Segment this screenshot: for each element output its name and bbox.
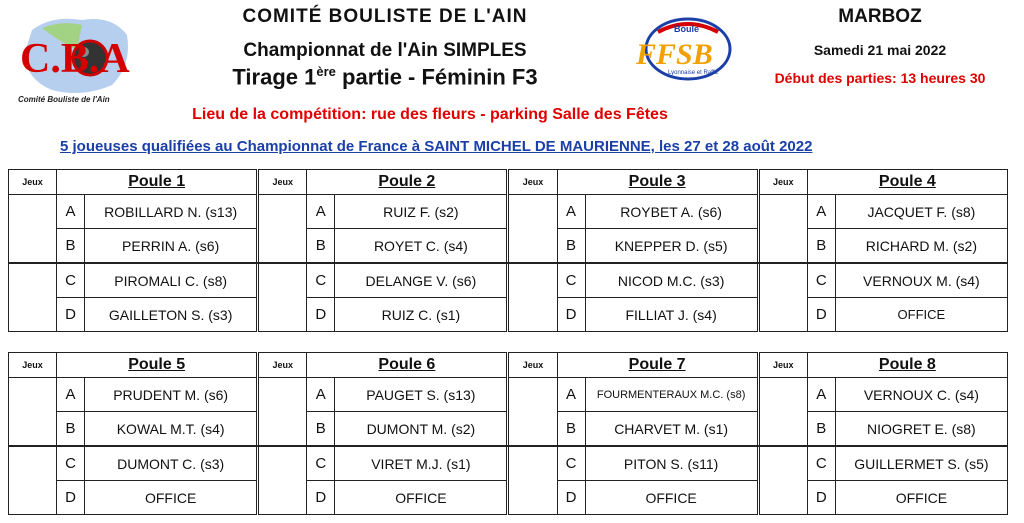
jeux-cell xyxy=(759,195,807,264)
jeux-cell xyxy=(9,263,57,332)
table-row: C DUMONT C. (s3) C VIRET M.J. (s1) C PITON S. (s11) C GUILLERMET S. (s5) xyxy=(9,446,1008,481)
player-name: DELANGE V. (s6) xyxy=(335,263,507,298)
player-name: GUILLERMET S. (s5) xyxy=(835,446,1007,481)
qualified-note: 5 joueuses qualifiées au Championnat de France à SAINT MICHEL DE MAURIENNE, les 27 et 28 août 2022 xyxy=(60,138,813,155)
player-name: PITON S. (s11) xyxy=(585,446,757,481)
jeux-header: Jeux xyxy=(259,353,307,378)
player-name: DUMONT M. (s2) xyxy=(335,412,507,447)
jeux-cell xyxy=(509,378,557,447)
poule-title: Poule 2 xyxy=(307,170,507,195)
jeux-cell xyxy=(9,378,57,447)
player-name: PAUGET S. (s13) xyxy=(335,378,507,412)
player-name: FILLIAT J. (s4) xyxy=(585,298,757,332)
player-name: VERNOUX M. (s4) xyxy=(835,263,1007,298)
jeux-cell xyxy=(759,446,807,515)
jeux-header: Jeux xyxy=(759,170,807,195)
player-name: RUIZ F. (s2) xyxy=(335,195,507,229)
table-row: A PRUDENT M. (s6) A PAUGET S. (s13) A FOURMENTERAUX M.C. (s8) A VERNOUX C. (s4) xyxy=(9,378,1008,412)
start-time: Début des parties: 13 heures 30 xyxy=(774,70,986,86)
table-row: B PERRIN A. (s6) B ROYET C. (s4) B KNEPPER D. (s5) B RICHARD M. (s2) xyxy=(9,229,1008,264)
svg-text:Boule: Boule xyxy=(674,24,700,34)
jeux-header: Jeux xyxy=(759,353,807,378)
player-name: NIOGRET E. (s8) xyxy=(835,412,1007,447)
jeux-cell xyxy=(509,195,557,264)
player-name: OFFICE xyxy=(835,298,1007,332)
page-title: COMITÉ BOULISTE DE L'AIN xyxy=(242,6,528,27)
player-name: ROYBET A. (s6) xyxy=(585,195,757,229)
jeux-cell xyxy=(759,263,807,332)
svg-text:FFSB: FFSB xyxy=(636,38,713,71)
player-name: OFFICE xyxy=(335,481,507,515)
table-row: B KOWAL M.T. (s4) B DUMONT M. (s2) B CHARVET M. (s1) B NIOGRET E. (s8) xyxy=(9,412,1008,447)
jeux-header: Jeux xyxy=(509,170,557,195)
poule-title: Poule 3 xyxy=(557,170,757,195)
player-name: JACQUET F. (s8) xyxy=(835,195,1007,229)
poules-table-bottom xyxy=(8,352,1008,515)
jeux-cell xyxy=(509,263,557,332)
player-name: CHARVET M. (s1) xyxy=(585,412,757,447)
player-name: GAILLETON S. (s3) xyxy=(85,298,257,332)
player-name: OFFICE xyxy=(835,481,1007,515)
player-name: RUIZ C. (s1) xyxy=(335,298,507,332)
competition-location: Lieu de la compétition: rue des fleurs - parking Salle des Fêtes xyxy=(192,106,668,123)
jeux-header: Jeux xyxy=(509,353,557,378)
player-name: ROYET C. (s4) xyxy=(335,229,507,264)
player-name: PERRIN A. (s6) xyxy=(85,229,257,264)
jeux-cell xyxy=(259,195,307,264)
poule-title: Poule 6 xyxy=(307,353,507,378)
jeux-header: Jeux xyxy=(259,170,307,195)
ffsb-logo xyxy=(630,14,740,84)
player-name: KOWAL M.T. (s4) xyxy=(85,412,257,447)
jeux-cell xyxy=(759,378,807,447)
jeux-cell xyxy=(9,195,57,264)
poule-title: Poule 8 xyxy=(807,353,1007,378)
player-name: FOURMENTERAUX M.C. (s8) xyxy=(585,378,757,412)
table-row: D GAILLETON S. (s3) D RUIZ C. (s1) D FILLIAT J. (s4) D OFFICE xyxy=(9,298,1008,332)
city: MARBOZ xyxy=(838,6,922,27)
poule-title: Poule 5 xyxy=(57,353,257,378)
jeux-cell xyxy=(9,446,57,515)
draw-title: Tirage 1ère partie - Féminin F3 xyxy=(232,64,538,90)
championship-title: Championnat de l'Ain SIMPLES xyxy=(243,40,527,61)
player-name: PRUDENT M. (s6) xyxy=(85,378,257,412)
poule-title: Poule 4 xyxy=(807,170,1007,195)
poule-title: Poule 1 xyxy=(57,170,257,195)
player-name: OFFICE xyxy=(585,481,757,515)
player-name: DUMONT C. (s3) xyxy=(85,446,257,481)
svg-text:Lyonnaise et Raffa: Lyonnaise et Raffa xyxy=(668,70,718,76)
player-name: OFFICE xyxy=(85,481,257,515)
table-row: C PIROMALI C. (s8) C DELANGE V. (s6) C NICOD M.C. (s3) C VERNOUX M. (s4) xyxy=(9,263,1008,298)
player-name: VIRET M.J. (s1) xyxy=(335,446,507,481)
poule-title: Poule 7 xyxy=(557,353,757,378)
player-name: RICHARD M. (s2) xyxy=(835,229,1007,264)
player-name: VERNOUX C. (s4) xyxy=(835,378,1007,412)
jeux-header: Jeux xyxy=(9,353,57,378)
jeux-cell xyxy=(259,263,307,332)
poules-table-top xyxy=(8,169,1008,332)
table-row: A ROBILLARD N. (s13) A RUIZ F. (s2) A ROYBET A. (s6) A JACQUET F. (s8) xyxy=(9,195,1008,229)
jeux-cell xyxy=(259,446,307,515)
player-name: ROBILLARD N. (s13) xyxy=(85,195,257,229)
player-name: NICOD M.C. (s3) xyxy=(585,263,757,298)
logo-text: C.B.A xyxy=(20,36,130,82)
event-date: Samedi 21 mai 2022 xyxy=(813,42,947,58)
table-row: D OFFICE D OFFICE D OFFICE D OFFICE xyxy=(9,481,1008,515)
jeux-header: Jeux xyxy=(9,170,57,195)
player-name: PIROMALI C. (s8) xyxy=(85,263,257,298)
jeux-cell xyxy=(259,378,307,447)
logo-caption: Comité Bouliste de l'Ain xyxy=(18,95,110,104)
player-name: KNEPPER D. (s5) xyxy=(585,229,757,264)
jeux-cell xyxy=(509,446,557,515)
